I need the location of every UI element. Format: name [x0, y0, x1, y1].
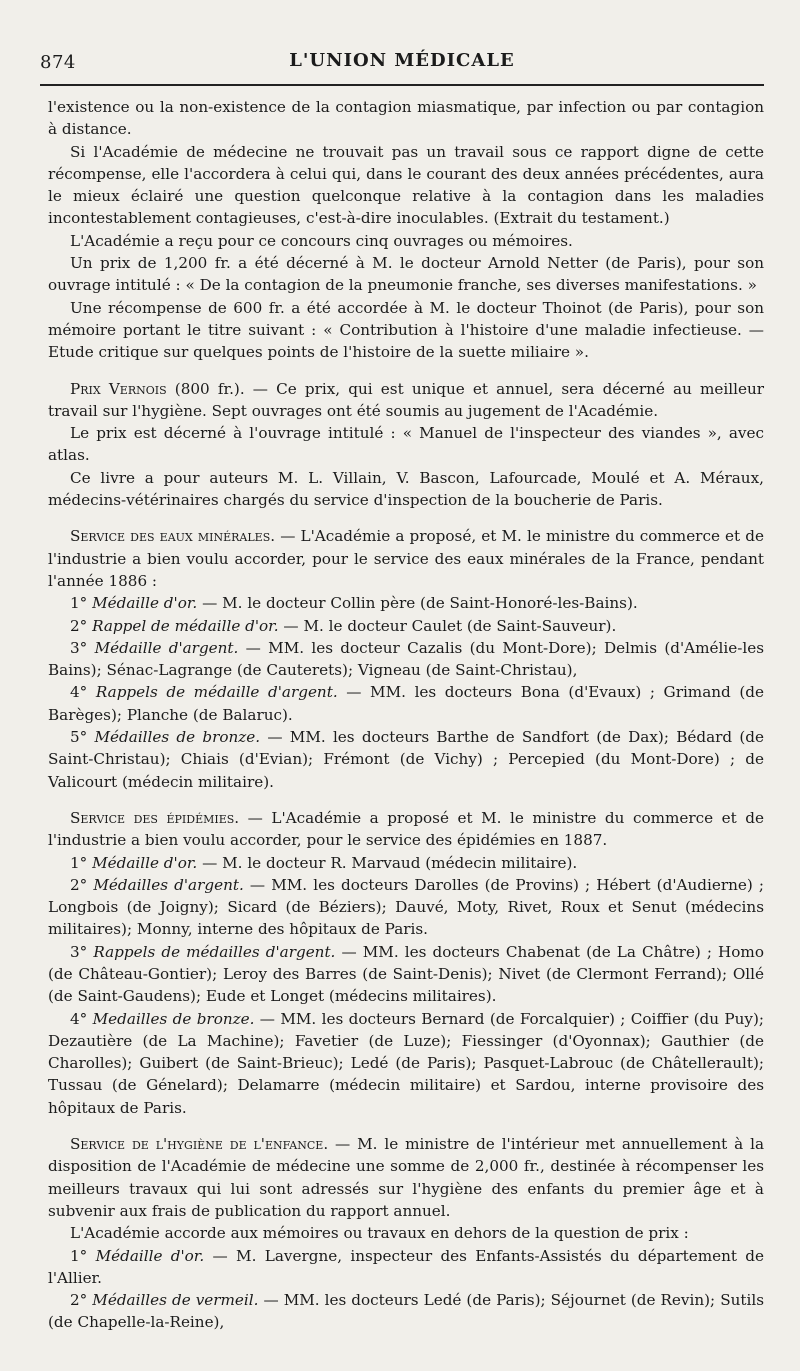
section-text: — L'Académie a proposé, et M. le ministre du commerce et de l'industrie a bien voulu accorder, pour le service des eaux minérales de la France, pendant l'année 1886 : — [48, 527, 764, 590]
section-epidemies — [48, 807, 764, 852]
section-eaux-minerales — [48, 525, 764, 592]
paragraph: Ce livre a pour auteurs M. L. Villain, V. Bascon, Lafourcade, Moulé et A. Méraux, médecins-vétérinaires chargés du service d'inspection de la boucherie de Paris. — [48, 468, 764, 510]
award-label: Médaille d'argent. — [94, 638, 239, 657]
list-item: 2° Médailles de vermeil. — MM. les docteurs Ledé (de Paris); Séjournet (de Revin); Sutils (de Chapelle-la-Reine), — [48, 1291, 764, 1332]
section-title: Prix Vernois — [70, 379, 167, 398]
list-item: 1° Médaille d'or. — M. le docteur Collin père (de Saint-Honoré-les-Bains). — [70, 594, 638, 613]
article-body — [48, 96, 764, 1334]
list-item: 1° Médaille d'or. — M. Lavergne, inspecteur des Enfants-Assistés du département de l'Allier. — [48, 1246, 764, 1287]
paragraph: L'Académie accorde aux mémoires ou travaux en dehors de la question de prix : — [70, 1224, 689, 1243]
list-item: 5° Médailles de bronze. — MM. les docteurs Barthe de Sandfort (de Dax); Bédard (de Saint-Christau); Chiais (d'Evian); Frémont (de Vichy) ; Percepied (du Mont-Dore) ; de Valicourt (médecin militaire). — [48, 728, 764, 791]
paragraph: Le prix est décerné à l'ouvrage intitulé : « Manuel de l'inspecteur des viandes », avec atlas. — [48, 424, 764, 465]
header-rule — [40, 84, 764, 86]
section-hygiene-enfance — [48, 1133, 764, 1222]
section-vernois — [48, 378, 764, 423]
section-title: Service des eaux minérales. — [70, 527, 276, 546]
award-label: Médailles de vermeil. — [92, 1291, 259, 1310]
section-title: Service de l'hygiène de l'enfance. — [70, 1135, 329, 1154]
paragraph: l'existence ou la non-existence de la contagion miasmatique, par infection ou par contagion à distance. — [48, 98, 764, 139]
running-title: L'UNION MÉDICALE — [289, 50, 515, 71]
list-item: 4° Rappels de médaille d'argent. — MM. les docteurs Bona (d'Evaux) ; Grimand (de Barèges); Planche (de Balaruc). — [48, 683, 764, 724]
list-item: 4° Medailles de bronze. — MM. les docteurs Bernard (de Forcalquier) ; Coiffier (du Puy); Dezautière (de La Machine); Favetier (de Luze); Fiessinger (d'Oyonnax); Gauthier (de Charolles); Guibert (de Saint-Brieuc); Ledé (de Paris); Pasquet-Labrouc (de Châtellerault); Tussau (de Génelard); Delamarre (médecin militaire) et Sardou, interne provisoire des hôpitaux de Paris. — [48, 1009, 764, 1117]
award-label: Rappels de médailles d'argent. — [93, 942, 336, 961]
section-text: — L'Académie a proposé et M. le ministre du commerce et de l'industrie a bien voulu accorder, pour le service des épidémies en 1887. — [48, 808, 764, 850]
award-label: Médaille d'or. — [92, 594, 198, 613]
paragraph: Si l'Académie de médecine ne trouvait pas un travail sous ce rapport digne de cette récompense, elle l'accordera à celui qui, dans le courant des deux années précédentes, aura le mieux éclairé une question quelconque relative à la contagion dans les maladies incontestablement contagieuses, c'est-à-dire inoculables. (Extrait du testament.) — [48, 142, 764, 228]
list-item: 3° Rappels de médailles d'argent. — MM. les docteurs Chabenat (de La Châtre) ; Homo (de Château-Gontier); Leroy des Barres (de Saint-Denis); Nivet (de Clermont Ferrand); Ollé (de Saint-Gaudens); Eude et Longet (médecins militaires). — [48, 942, 764, 1006]
list-item: 3° Médaille d'argent. — MM. les docteur Cazalis (du Mont-Dore); Delmis (d'Amélie-les Bains); Sénac-Lagrange (de Cauterets); Vigneau (de Saint-Christau), — [48, 638, 764, 680]
award-label: Rappels de médaille d'argent. — [95, 683, 338, 702]
award-label: Médailles d'argent. — [93, 875, 244, 894]
section-text: (800 fr.). — Ce prix, qui est unique et annuel, sera décerné au meilleur travail sur l'hygiène. Sept ouvrages ont été soumis au jugement de l'Académie. — [48, 379, 764, 420]
list-item: 2° Médailles d'argent. — MM. les docteurs Darolles (de Provins) ; Hébert (d'Audierne) ; Longbois (de Joigny); Sicard (de Béziers); Dauvé, Moty, Rivet, Roux et Senut (médecins militaires); Monny, interne des hôpitaux de Paris. — [48, 875, 764, 939]
page-header — [40, 48, 764, 78]
award-label: Médailles de bronze. — [94, 728, 261, 747]
award-label: Médaille d'or. — [95, 1246, 205, 1265]
list-item: 2° Rappel de médaille d'or. — M. le docteur Caulet (de Saint-Sauveur). — [70, 616, 617, 635]
award-label: Medailles de bronze. — [92, 1009, 255, 1028]
section-text: — M. le ministre de l'intérieur met annuellement à la disposition de l'Académie de médecine une somme de 2,000 fr., destinée à récompenser les meilleurs travaux qui lui sont adressés sur l'hygiène des enfants du premier âge et à subvenir aux frais de publication du rapport annuel. — [48, 1135, 764, 1220]
page-number: 874 — [40, 52, 76, 73]
paragraph: Une récompense de 600 fr. a été accordée à M. le docteur Thoinot (de Paris), pour son mémoire portant le titre suivant : « Contribution à l'histoire d'une maladie infectieuse. — Etude critique sur quelques points de l'histoire de la suette miliaire ». — [48, 298, 764, 362]
paragraph: L'Académie a reçu pour ce concours cinq ouvrages ou mémoires. — [70, 231, 573, 250]
list-item: 1° Médaille d'or. — M. le docteur R. Marvaud (médecin militaire). — [70, 853, 578, 872]
section-title: Service des épidémies. — [70, 808, 240, 827]
award-label: Médaille d'or. — [92, 853, 198, 872]
paragraph: Un prix de 1,200 fr. a été décerné à M. le docteur Arnold Netter (de Paris), pour son ouvrage intitulé : « De la contagion de la pneumonie franche, ses diverses manifestations. » — [48, 254, 764, 295]
award-label: Rappel de médaille d'or. — [92, 616, 279, 635]
